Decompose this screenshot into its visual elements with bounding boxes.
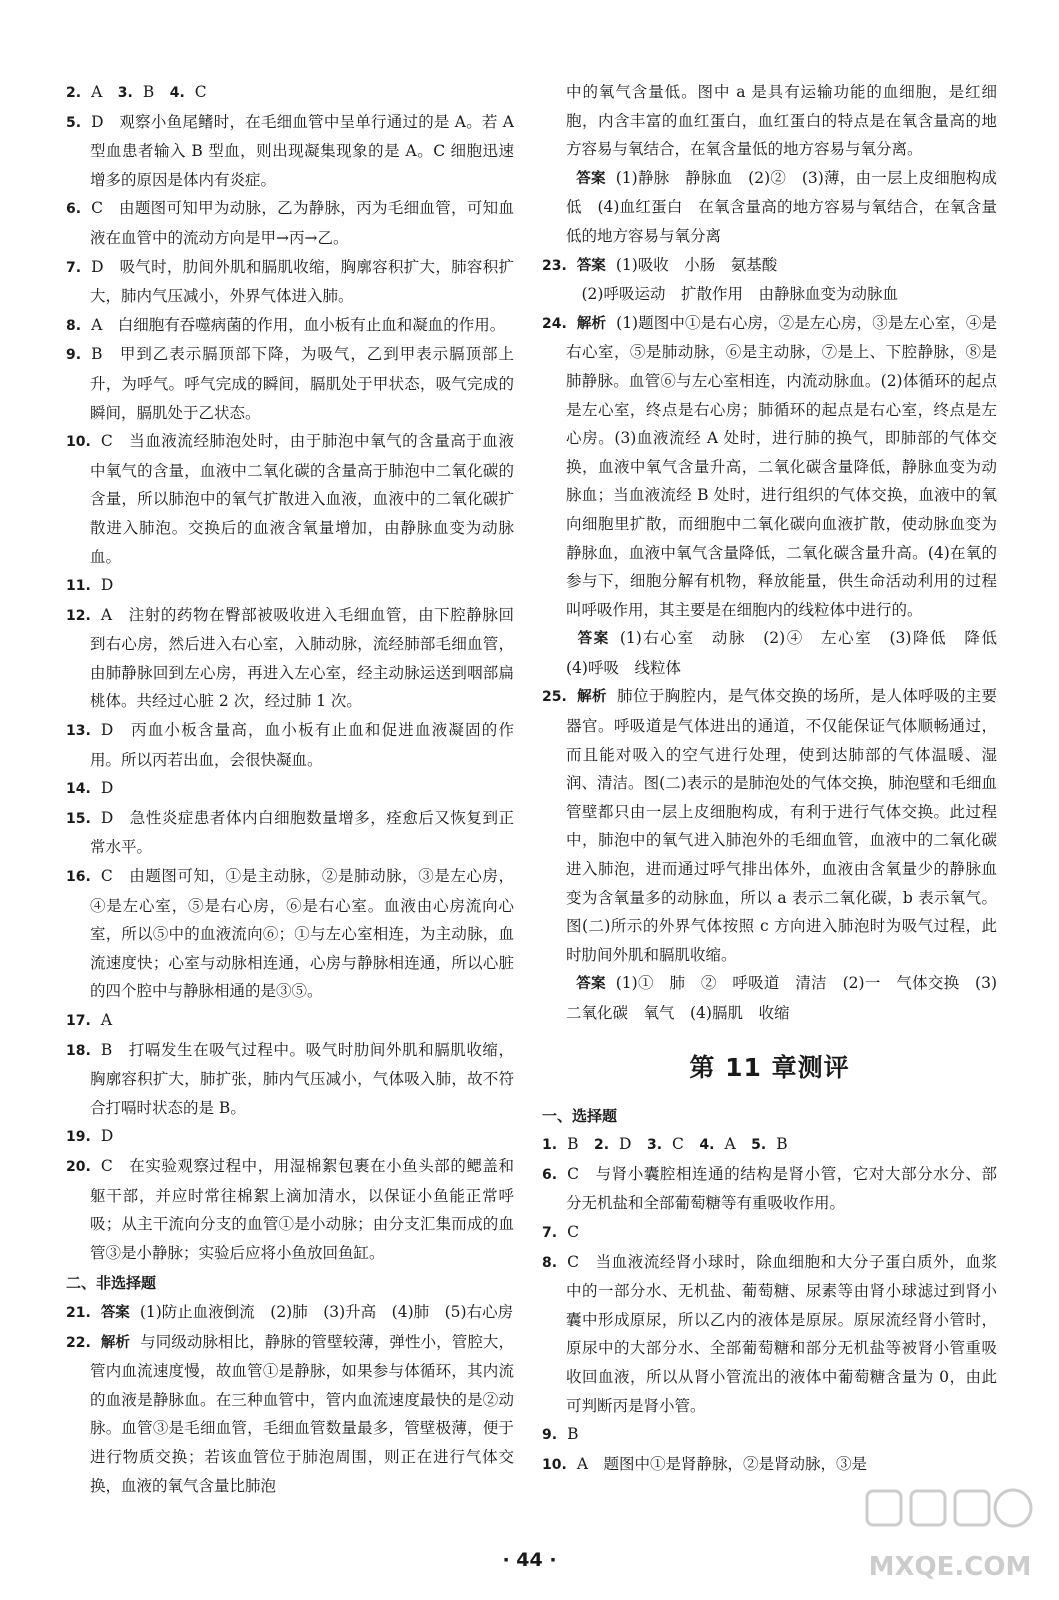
item-text: C 当血液流经肾小球时，除血细胞和大分子蛋白质外，血浆中的一部分水、无机盐、葡萄糖、尿素等由肾小球滤过到肾小囊中形成原尿，所以乙内的液体是原尿。原尿流经肾小管时，原尿中的大部分水、全部葡萄糖和部分无机盐等被肾小管重吸收回血液，所以从肾小管流出的液体中葡萄糖含量为 0，由此可判断丙是肾小管。 [566,1252,997,1415]
item-text: C 与肾小囊腔相连通的结构是肾小管，它对大部分水分、部分无机盐和全部葡萄糖等有重吸收作用。 [566,1164,997,1213]
item-text: C 在实验观察过程中，用湿棉絮包裹在小鱼头部的鳃盖和躯干部，并应时常往棉絮上滴加清水，以保证小鱼能正常呼吸；从主干流向分支的血管①是小动脉；由分支汇集而成的血管③是小静脉；实验后应将小鱼放回鱼缸。 [90,1156,514,1262]
item-number: 5. [751,1137,767,1154]
item-number: 23. [542,257,567,274]
answer-continuation [542,164,1013,251]
item-number: 24. [542,315,567,332]
item-text: B [567,1425,579,1444]
item-number: 4. [169,85,185,101]
label-tag: 答案 [576,976,606,993]
answer-item [66,427,514,571]
item-text: B 打嗝发生在吸气过程中。吸气时肋间外肌和膈肌收缩，胸廓容积扩大，肺扩张，肺内气压减小，气体吸入肺，故不符合打嗝时状态的是 B。 [90,1040,514,1117]
item-text: D 吸气时，肋间外肌和膈肌收缩，胸廓容积扩大，肺容积扩大，肺内气压减小，外界气体进入肺。 [90,257,514,306]
answer-item [66,311,514,341]
answer-item [542,251,997,281]
left-column [66,78,514,1500]
item-text: B [776,1135,788,1154]
answer-item [66,253,514,311]
item-text: B 甲到乙表示膈顶部下降，为吸气，乙到甲表示膈顶部上升，为呼气。呼气完成的瞬间，膈肌处于甲状态，吸气完成的瞬间，膈肌处于乙状态。 [90,345,514,422]
answer-item [66,1328,514,1501]
item-text: D 丙血小板含量高，血小板有止血和促进血液凝固的作用。所以丙若出血，会很快凝血。 [90,721,514,769]
item-text: A [91,83,118,101]
answer-item [66,862,514,1006]
item-number: 3. [646,1137,663,1154]
answer-continuation [542,78,997,164]
item-number: 12. [66,607,91,624]
item-number: 8. [542,1254,558,1271]
item-number: 6. [66,201,82,218]
item-text: (2)呼吸运动 扩散作用 由静脉血变为动脉血 [566,285,898,304]
answer-item [542,1248,997,1421]
item-text: (1)防止血液倒流 (2)肺 (3)升高 (4)肺 (5)右心房 [139,1302,514,1321]
item-number: 7. [542,1224,558,1241]
answer-item [542,682,997,969]
answer-item [542,1218,997,1248]
item-text: A [724,1135,752,1154]
label-tag: 解析 [576,689,607,706]
section-heading: 一、选择题 [542,1106,618,1125]
answer-item [542,1160,997,1218]
item-number: 15. [66,810,91,827]
label-tag: 解析 [100,1334,131,1351]
item-number: 3. [117,85,133,101]
page-number: · 44 · [502,1549,557,1571]
answer-item [66,1298,514,1328]
answer-continuation [542,280,997,309]
item-number: 11. [66,578,91,595]
item-text: (1)右心室 动脉 (2)④ 左心室 (3)降低 降低 (4)呼吸 线粒体 [566,629,1013,677]
chapter-title: 第 11 章测评 [689,1052,850,1082]
label-tag: 答案 [576,257,606,274]
item-text: C [672,1135,700,1154]
item-number: 8. [66,317,82,334]
answer-continuation [542,969,997,1027]
answer-item [66,601,514,716]
answer-item [66,78,514,108]
item-text: C [567,1222,579,1241]
item-number: 9. [542,1427,558,1444]
item-number: 20. [66,1158,91,1175]
item-number: 16. [66,869,91,886]
answer-item [66,774,514,804]
item-number: 13. [66,723,91,740]
item-text: A 题图中①是肾静脉，②是肾动脉，③是 [576,1454,868,1473]
item-text: C 由题图可知，①是主动脉，②是肺动脉，③是左心房，④是左心室，⑤是右心房，⑥是右心室。血液由心房流向心室，所以⑤中的血液流向⑥；①与左心室相连，为主动脉，血流速度快；心室与动脉相连通，心房与静脉相连通，所以心脏的四个腔中与静脉相通的是③⑤。 [90,867,514,1001]
label-tag: 答案 [100,1304,130,1321]
item-text: D [619,1135,647,1154]
item-text: C [194,83,207,101]
answer-item [542,1420,997,1450]
watermark-logo [855,1483,1045,1593]
item-number: 14. [66,781,91,798]
item-text: (1)吸收 小肠 氨基酸 [615,255,778,274]
item-text: D [100,1127,114,1146]
answer-item [66,716,514,774]
item-number: 18. [66,1042,91,1059]
answer-item [66,108,514,195]
label-tag: 解析 [576,315,607,332]
item-text: B [567,1135,594,1154]
item-text: C 当血液流经肺泡处时，由于肺泡中氧气的含量高于血液中氧气的含量，血液中二氧化碳的含量高于肺泡中二氧化碳的含量，所以肺泡中的氧气扩散进入血液，血液中的二氧化碳扩散进入肺泡。交换后的血液含氧量增加，由静脉血变为动脉血。 [90,432,514,566]
item-number: 21. [66,1304,91,1321]
item-text: (1)① 肺 ② 呼吸道 清洁 (2)一 气体交换 (3)二氧化碳 氧气 (4)膈肌 收缩 [566,974,998,1022]
answer-item [66,1036,514,1123]
item-text: (1)题图中①是右心房，②是左心房，③是左心室，④是右心室，⑤是肺动脉，⑥是主动脉，⑦是上、下腔静脉，⑧是肺静脉。血管⑥与左心室相连，内流动脉血。(2)体循环的起点是左心室，终点是右心房；肺循环的起点是右心室，终点是左心房。(3)血液流经 A 处时，进行肺的换气，即肺部的气体交换，血液中氧气含量升高，二氧化碳含量降低，静脉血变为动脉血；当血液流经 B 处时，进行组织的气体交换，血液中的氧向细胞里扩散，而细胞中二氧化碳向血液扩散，使动脉血变为静脉血，血液中氧气含量降低，二氧化碳含量升高。(4)在氧的参与下，细胞分解有机物，释放能量，供生命活动利用的过程叫呼吸作用，其主要是在细胞内的线粒体中进行的。 [566,313,998,619]
item-text: 中的氧气含量低。图中 a 是具有运输功能的血细胞，是红细胞，内含丰富的血红蛋白，血红蛋白的特点是在氧含量高的地方容易与氧结合，在氧含量低的地方容易与氧分离。 [566,83,997,159]
item-number: 5. [66,114,82,131]
item-text: A [100,1011,113,1029]
item-number: 1. [542,1137,558,1154]
item-number: 7. [66,259,82,276]
answer-item [66,340,514,427]
label-tag: 答案 [576,170,606,187]
item-number: 2. [66,85,82,101]
answer-continuation [542,624,1013,682]
item-text: D [100,576,114,595]
item-text: 肺位于胸腔内，是气体交换的场所，是人体呼吸的主要器官。呼吸道是气体进出的通道，不仅能保证气体顺畅通过，而且能对吸入的空气进行处理，使到达肺部的气体温暖、湿润、清洁。图(二)表示的是肺泡处的气体交换，肺泡壁和毛细血管壁都只由一层上皮细胞构成，有利于进行气体交换。此过程中，肺泡中的氧气进入肺泡外的毛细血管，血液中的二氧化碳进入肺泡，进而通过呼气排出体外，血液由含氧量少的静脉血变为含氧量多的动脉血，所以 a 表示二氧化碳，b 表示氧气。图(二)所示的外界气体按照 c 方向进入肺泡时为吸气过程，此时肋间外肌和膈肌收缩。 [566,687,997,964]
item-text: A 注射的药物在臀部被吸收进入毛细血管，由下腔静脉回到右心房，然后进入右心室，入肺动脉，流经肺部毛细血管，由肺静脉回到左心房，再进入左心室，经主动脉运送到咽部扁桃体。共经过心脏 2 次，经过肺 1 次。 [90,605,514,711]
answer-item [542,309,997,625]
item-number: 25. [542,689,567,706]
item-text: D [100,779,114,798]
answer-item [66,1122,514,1152]
answer-item [66,1152,514,1267]
item-number: 2. [593,1137,610,1154]
answer-item [66,1006,514,1036]
item-text: B [142,83,170,101]
item-number: 9. [66,347,82,364]
item-text: D 急性炎症患者体内白细胞数量增多，痊愈后又恢复到正常水平。 [90,808,514,857]
item-text: D 观察小鱼尾鳍时，在毛细血管中呈单行通过的是 A。若 A 型血患者输入 B 型血，则出现凝集现象的是 A。C 细胞迅速增多的原因是体内有炎症。 [90,112,514,189]
answer-item [66,804,514,862]
item-number: 17. [66,1013,91,1029]
item-text: A 白细胞有吞噬病菌的作用，血小板有止血和凝血的作用。 [91,315,506,334]
item-text: (1)静脉 静脉血 (2)② (3)薄，由一层上皮细胞构成 低 (4)血红蛋白 在氧含量高的地方容易与氧结合，在氧含量低的地方容易与氧分离 [566,168,1013,245]
answer-item [542,1450,997,1480]
item-number: 4. [699,1137,715,1154]
answer-item [66,571,514,601]
answer-item [66,194,514,252]
item-number: 6. [542,1166,558,1183]
answer-item [542,1130,997,1160]
item-text: 与同级动脉相比，静脉的管壁较薄，弹性小，管腔大，管内血流速度慢，故血管①是静脉，如果参与体循环，其内流的血液是静脉血。在三种血管中，管内血流速度最快的是②动脉。血管③是毛细血管，毛细血管数量最多，管壁极薄，便于进行物质交换；若该血管位于肺泡周围，则正在进行气体交换，血液的氧气含量比肺泡 [90,1332,514,1495]
item-text: C 由题图可知甲为动脉，乙为静脉，丙为毛细血管，可知血液在血管中的流动方向是甲→丙→乙。 [90,199,514,247]
watermark-text: MXQE.COM [868,1552,1032,1582]
item-number: 22. [66,1334,91,1351]
item-number: 10. [542,1456,567,1473]
label-tag: 答案 [576,631,610,648]
section-heading: 二、非选择题 [66,1274,157,1293]
right-column [542,78,1013,1479]
item-number: 10. [66,434,91,451]
item-number: 19. [66,1129,91,1146]
